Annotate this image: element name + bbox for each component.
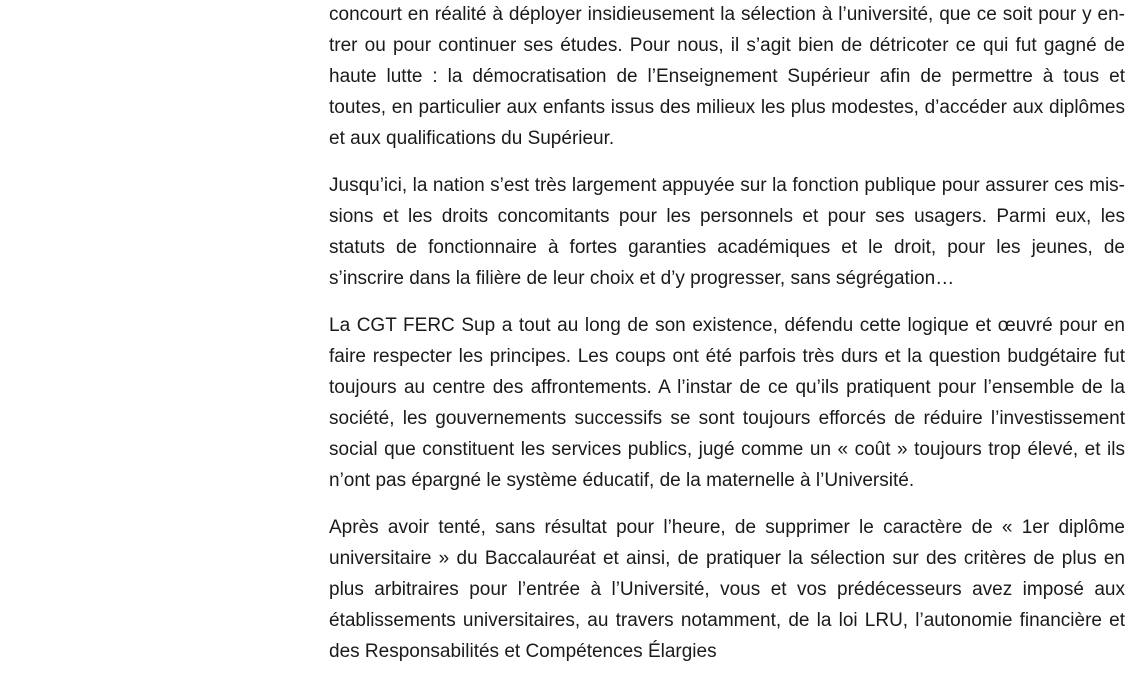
paragraph-3: La CGT FERC Sup a tout au long de son existence, défendu cette logique et œuvré pour en faire respecter les principes. Les coups ont été parfois très durs et la question budgétaire fut toujours au centre des affrontements. A l’instar de ce qu’ils pratiquent pour l’ensemble de la société, les gouvernements successifs se sont toujours efforcés de réduire l’investissement social que constituent les services publics, jugé comme un « coût » toujours trop élevé, et ils n’ont pas épargné le système éducatif, de la maternelle à l’Université. (329, 315, 1125, 491)
paragraph-2: Jusqu’ici, la nation s’est très largement appuyée sur la fonction publique pour assurer ces missions et les droits concomitants pour les personnels et pour ses usagers. Parmi eux, les statuts de fonctionnaire à fortes garanties académiques et le droit, pour les jeunes, de s’inscrire dans la filière de leur choix et d’y progresser, sans ségrégation… (329, 175, 1125, 289)
letter-body (329, 0, 1125, 683)
paragraph-1: concourt en réalité à déployer insidieusement la sélection à l’université, que ce soit pour y entrer ou pour continuer ses études. Pour nous, il s’agit bien de détricoter ce qui fut gagné de haute lutte : la démocratisation de l’Enseignement Supérieur afin de permettre à tous et toutes, en particulier aux enfants issus des milieux les plus modestes, d’accéder aux diplômes et aux qualifications du Supérieur. (329, 4, 1125, 149)
paragraph-4: Après avoir tenté, sans résultat pour l’heure, de supprimer le caractère de « 1er diplôme universitaire » du Baccalauréat et ainsi, de pratiquer la sélection sur des critères de plus en plus arbitraires pour l’entrée à l’Université, vous et vos prédécesseurs avez imposé aux établissements universitaires, au travers notamment, de la loi LRU, l’autonomie financière et des Responsabilités et Compétences Élargies (329, 517, 1125, 662)
